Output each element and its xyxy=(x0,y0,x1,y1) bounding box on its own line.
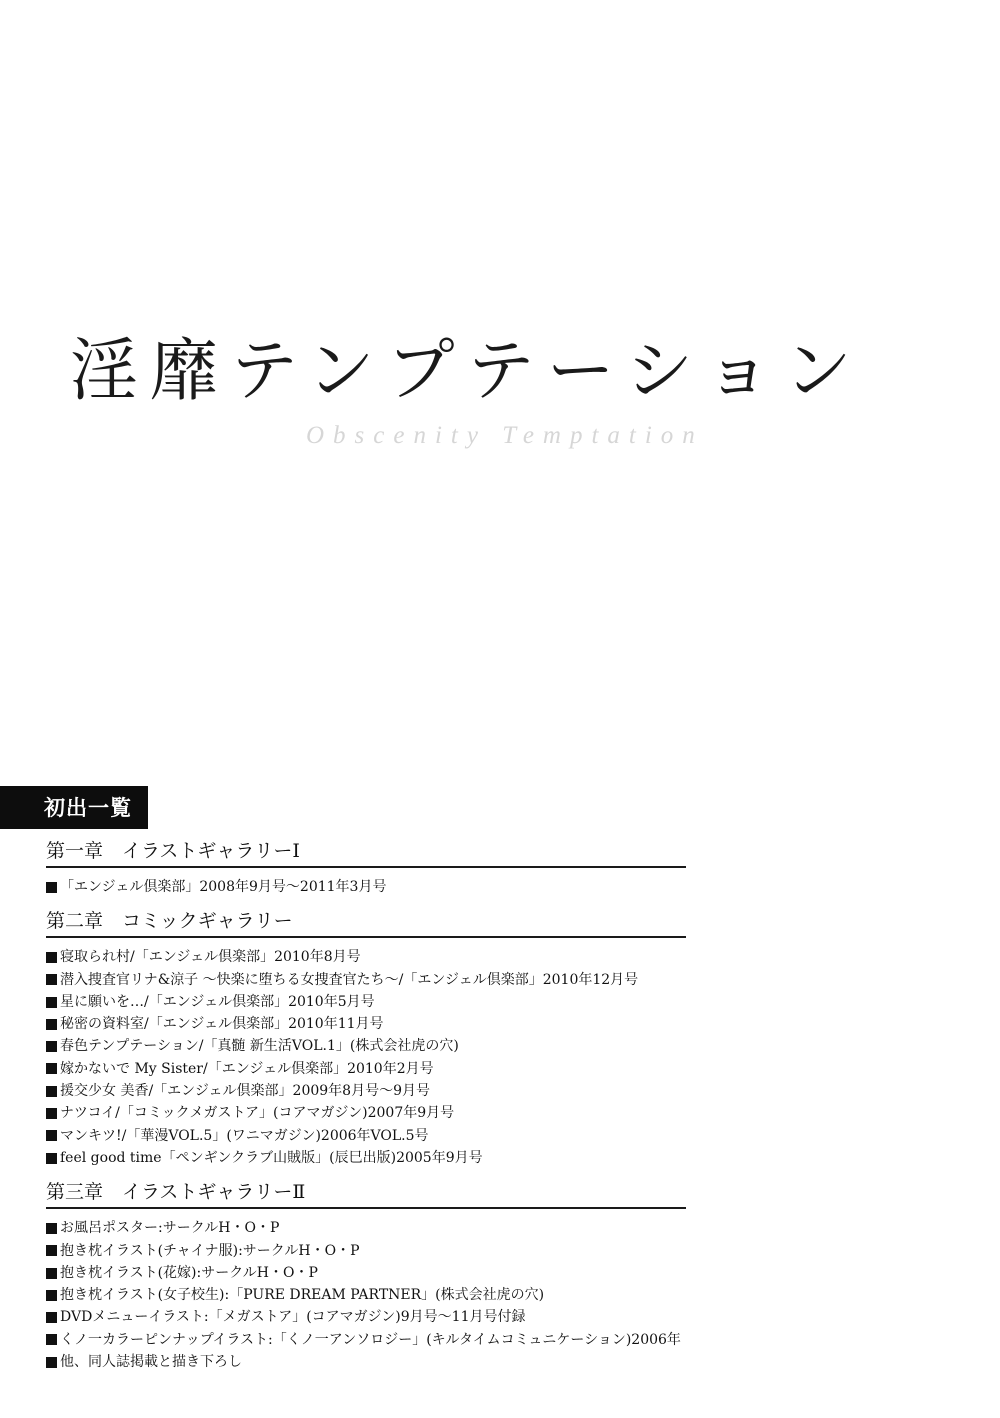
list-item xyxy=(46,1013,686,1035)
square-bullet-icon xyxy=(46,952,57,963)
chapter-1 xyxy=(46,838,686,898)
square-bullet-icon xyxy=(46,882,57,893)
list-item-text: 「エンジェル倶楽部」2008年9月号～2011年3月号 xyxy=(60,879,387,895)
list-item xyxy=(46,991,686,1013)
list-item-text: 他、同人誌掲載と描き下ろし xyxy=(60,1354,242,1371)
square-bullet-icon xyxy=(46,1108,57,1119)
list-item-text: 寝取られ村/「エンジェル倶楽部」2010年8月号 xyxy=(60,949,361,966)
list-item xyxy=(46,946,686,968)
square-bullet-icon xyxy=(46,1357,57,1368)
list-item xyxy=(46,1035,686,1057)
list-item xyxy=(46,1329,686,1351)
list-item-text: 潜入捜査官リナ&涼子 ～快楽に堕ちる女捜査官たち～/「エンジェル倶楽部」2010年12月号 xyxy=(60,971,639,988)
list-item xyxy=(46,1351,686,1373)
list-item xyxy=(46,1102,686,1124)
list-item xyxy=(46,1080,686,1102)
chapter-heading: 第一章 イラストギャラリーⅠ xyxy=(46,838,686,868)
square-bullet-icon xyxy=(46,1223,57,1234)
list-item xyxy=(46,1284,686,1306)
square-bullet-icon xyxy=(46,974,57,985)
list-item xyxy=(46,1240,686,1262)
square-bullet-icon xyxy=(46,1245,57,1256)
square-bullet-icon xyxy=(46,997,57,1008)
section-header: 初出一覧 xyxy=(0,786,148,829)
square-bullet-icon xyxy=(46,1063,57,1074)
list-item xyxy=(46,1262,686,1284)
square-bullet-icon xyxy=(46,1153,57,1164)
page-title: 淫靡テンプテーション xyxy=(70,332,864,411)
list-item xyxy=(46,1058,686,1080)
square-bullet-icon xyxy=(46,1086,57,1097)
chapter-item-list xyxy=(46,946,686,1169)
chapter-heading: 第二章 コミックギャラリー xyxy=(46,908,686,938)
list-item-text: お風呂ポスター:サークルH・O・P xyxy=(60,1220,280,1237)
list-item xyxy=(46,1217,686,1239)
page-subtitle: Obscenity Temptation xyxy=(306,422,704,449)
square-bullet-icon xyxy=(46,1041,57,1052)
list-item-text: feel good time「ペンギンクラブ山賊版」(辰巳出版)2005年9月号 xyxy=(60,1149,483,1166)
list-item-text: 嫁かないで My Sister/「エンジェル倶楽部」2010年2月号 xyxy=(60,1060,434,1077)
square-bullet-icon xyxy=(46,1130,57,1141)
chapter-2 xyxy=(46,908,686,1169)
list-item-text: ナツコイ/「コミックメガストア」(コアマガジン)2007年9月号 xyxy=(60,1105,455,1122)
list-item-text: マンキツ!/「華漫VOL.5」(ワニマガジン)2006年VOL.5号 xyxy=(60,1127,429,1144)
list-item-text: 春色テンプテーション/「真髄 新生活VOL.1」(株式会社虎の穴) xyxy=(60,1038,459,1055)
list-item xyxy=(46,876,686,898)
title-block xyxy=(70,332,930,449)
list-item xyxy=(46,1147,686,1169)
chapter-item-list xyxy=(46,1217,686,1373)
list-item-text: 援交少女 美香/「エンジェル倶楽部」2009年8月号～9月号 xyxy=(60,1083,430,1100)
chapter-item-list xyxy=(46,876,686,898)
square-bullet-icon xyxy=(46,1268,57,1279)
chapter-heading: 第三章 イラストギャラリーⅡ xyxy=(46,1179,686,1209)
list-item-text: 星に願いを…/「エンジェル倶楽部」2010年5月号 xyxy=(60,993,375,1010)
square-bullet-icon xyxy=(46,1312,57,1323)
list-item xyxy=(46,1125,686,1147)
square-bullet-icon xyxy=(46,1019,57,1030)
list-item-text: くノ一カラーピンナップイラスト:「くノ一アンソロジー」(キルタイムコミュニケーション)2006年 xyxy=(60,1331,681,1348)
square-bullet-icon xyxy=(46,1290,57,1301)
list-item xyxy=(46,1306,686,1328)
list-item xyxy=(46,969,686,991)
chapter-3 xyxy=(46,1179,686,1373)
list-item-text: DVDメニューイラスト:「メガストア」(コアマガジン)9月号～11月号付録 xyxy=(60,1309,526,1326)
first-appearance-list xyxy=(46,838,686,1383)
square-bullet-icon xyxy=(46,1334,57,1345)
list-item-text: 抱き枕イラスト(チャイナ服):サークルH・O・P xyxy=(60,1242,360,1259)
list-item-text: 抱き枕イラスト(女子校生):「PURE DREAM PARTNER」(株式会社虎の穴) xyxy=(60,1287,545,1304)
list-item-text: 秘密の資料室/「エンジェル倶楽部」2010年11月号 xyxy=(60,1016,384,1033)
list-item-text: 抱き枕イラスト(花嫁):サークルH・O・P xyxy=(60,1264,318,1281)
